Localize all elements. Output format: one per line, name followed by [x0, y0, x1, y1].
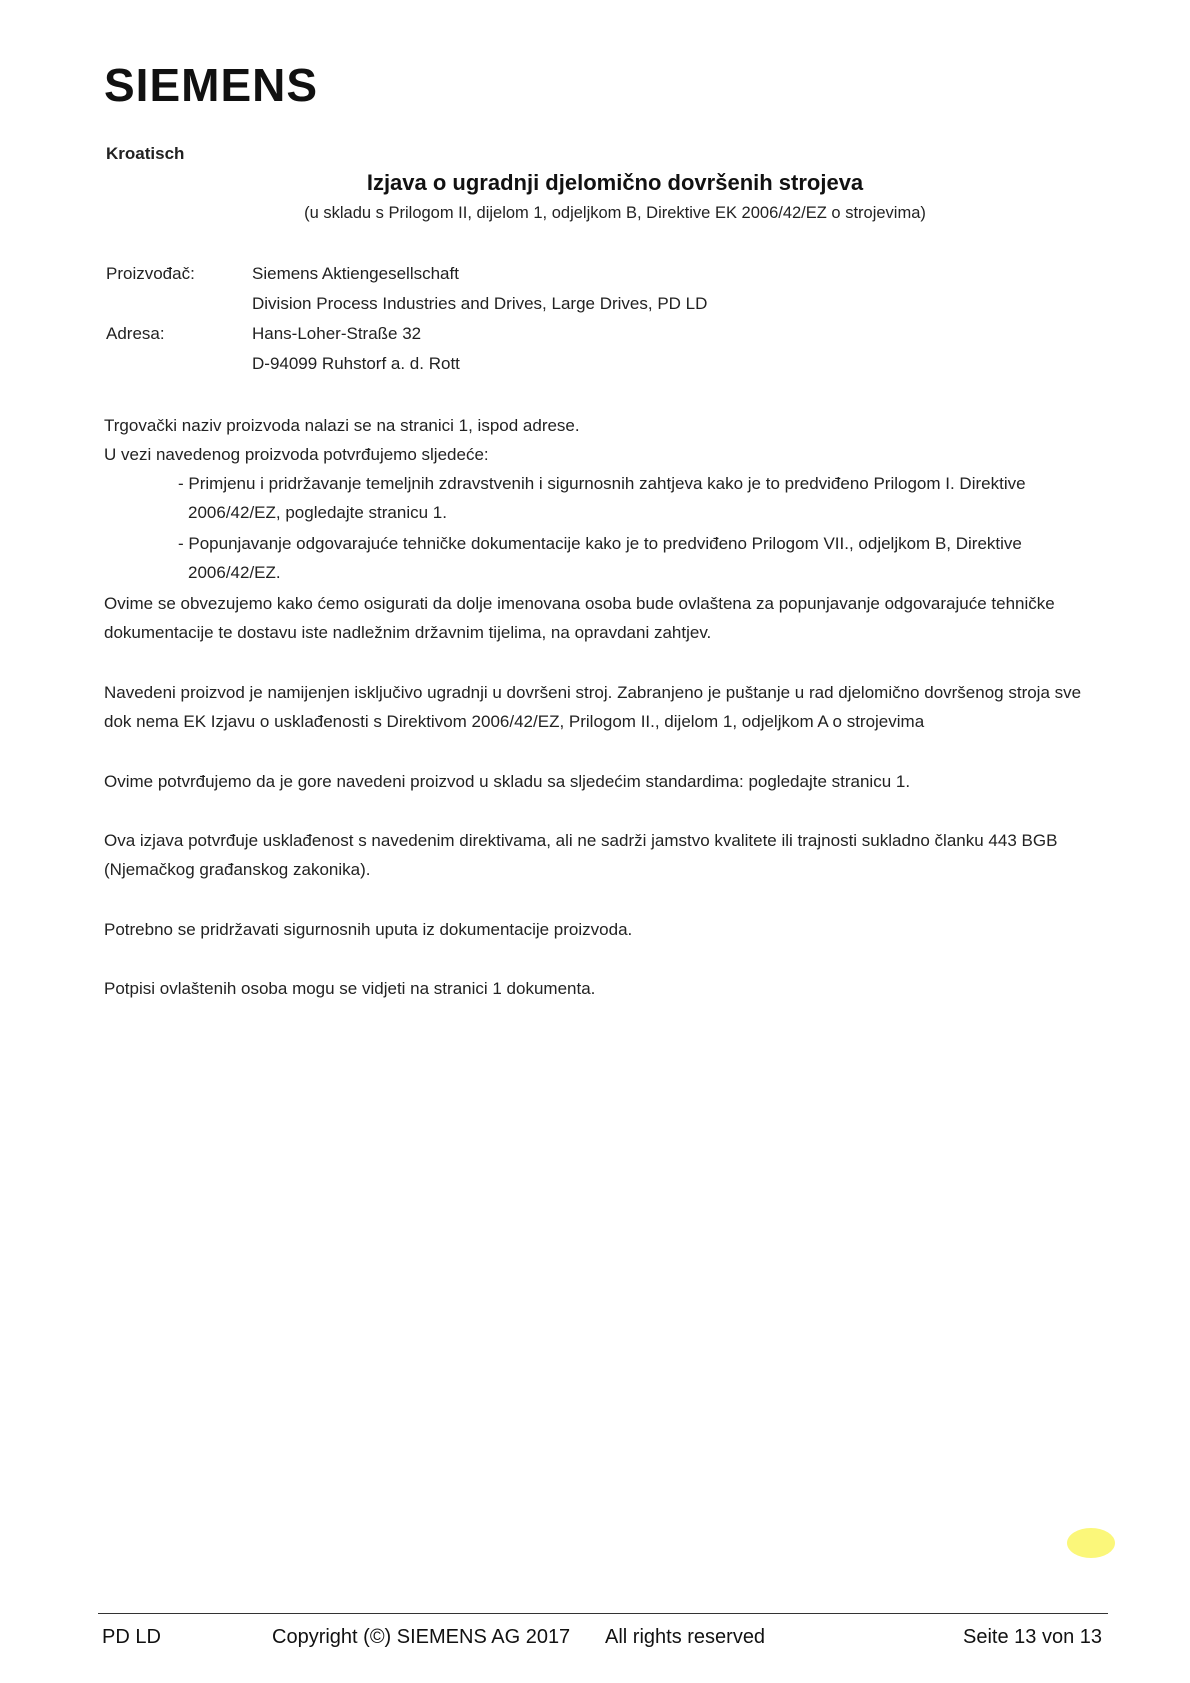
- paragraph-intended-use: Navedeni proizvod je namijenjen isključivo ugradnji u dovršeni stroj. Zabranjeno je puštanje u rad djelomično dovršenog stroja sve dok nema EK Izjavu o usklađenosti s Direktivom 2006/42/EZ, Prilogom II., dijelom 1, odjeljkom A o strojevima: [104, 683, 1082, 731]
- paragraph-signatures: Potpisi ovlaštenih osoba mogu se vidjeti na stranici 1 dokumenta.: [104, 979, 596, 998]
- footer-rights: All rights reserved: [605, 1626, 766, 1648]
- footer-page-number: Seite 13 von 13: [963, 1626, 1102, 1648]
- manufacturer-division: Division Process Industries and Drives, Large Drives, PD LD: [252, 294, 708, 313]
- footer-divider: [98, 1613, 1108, 1614]
- paragraph-safety: Potrebno se pridržavati sigurnosnih uputa iz dokumentacije proizvoda.: [104, 920, 633, 939]
- paragraph-obligation: Ovime se obvezujemo kako ćemo osigurati da dolje imenovana osoba bude ovlaštena za popunjavanje odgovarajuće tehničke dokumentacije te dostavu iste nadležnim državnim tijelima, na opravdani zahtjev.: [104, 594, 1055, 642]
- manufacturer-label: Proizvođač:: [106, 264, 195, 283]
- paragraph-warranty: Ova izjava potvrđuje usklađenost s navedenim direktivama, ali ne sadrži jamstvo kvalitete ili trajnosti sukladno članku 443 BGB (Njemačkog građanskog zakonika).: [104, 831, 1058, 879]
- document-subtitle: (u skladu s Prilogom II, dijelom 1, odjeljkom B, Direktive EK 2006/42/EZ o strojevima): [304, 204, 926, 222]
- document-title: Izjava o ugradnji djelomično dovršenih strojeva: [366, 170, 864, 195]
- highlight-mark: [1067, 1528, 1115, 1558]
- address-label: Adresa:: [106, 324, 165, 343]
- paragraph-confirm-intro: U vezi navedenog proizvoda potvrđujemo sljedeće:: [104, 445, 489, 464]
- bullet-requirements: - Primjenu i pridržavanje temeljnih zdravstvenih i sigurnosnih zahtjeva kako je to predviđeno Prilogom I. Direktive 2006/42/EZ, pogledajte stranicu 1.: [178, 474, 1026, 522]
- bullet-documentation: - Popunjavanje odgovarajuće tehničke dokumentacije kako je to predviđeno Prilogom VII., odjeljkom B, Direktive 2006/42/EZ.: [178, 534, 1022, 582]
- footer-department: PD LD: [102, 1626, 161, 1648]
- paragraph-standards: Ovime potvrđujemo da je gore navedeni proizvod u skladu sa sljedećim standardima: pogledajte stranicu 1.: [104, 772, 911, 791]
- language-label: Kroatisch: [106, 144, 185, 163]
- address-street: Hans-Loher-Straße 32: [252, 324, 422, 343]
- siemens-logo: SIEMENS: [104, 59, 319, 111]
- footer-copyright: Copyright (©) SIEMENS AG 2017: [272, 1626, 571, 1648]
- manufacturer-name: Siemens Aktiengesellschaft: [252, 264, 459, 283]
- address-city: D-94099 Ruhstorf a. d. Rott: [252, 354, 460, 373]
- paragraph-trade-name: Trgovački naziv proizvoda nalazi se na stranici 1, ispod adrese.: [104, 416, 580, 435]
